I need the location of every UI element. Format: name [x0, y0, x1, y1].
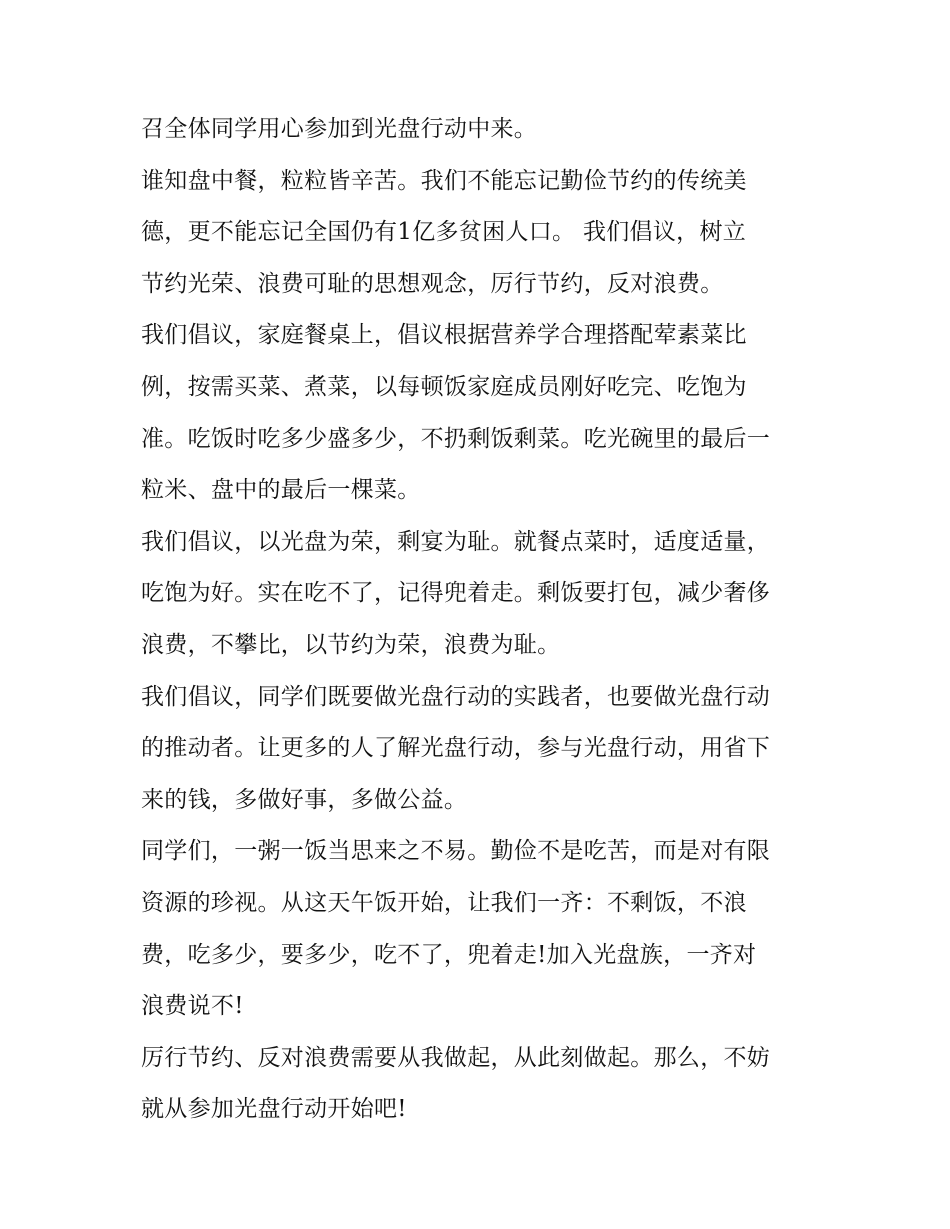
- document-body: [141, 104, 813, 1136]
- text-line: 浪费，不攀比，以节约为荣，浪费为耻。: [141, 631, 561, 658]
- text-line: 厉行节约、反对浪费需要从我做起，从此刻做起。那么，不妨: [141, 1044, 771, 1071]
- text-line: 的推动者。让更多的人了解光盘行动，参与光盘行动，用省下: [141, 735, 771, 762]
- paragraph-2: [141, 156, 813, 311]
- text-line: 召全体同学用心参加到光盘行动中来。: [141, 116, 538, 142]
- text-line: 德，更不能忘记全国仍有1亿多贫困人口。 我们倡议，树立: [141, 219, 747, 246]
- text-line: 我们倡议，以光盘为荣，剩宴为耻。就餐点菜时，适度适量，: [141, 528, 771, 555]
- text-line: 来的钱，多做好事，多做公益。: [141, 786, 468, 813]
- text-line: 节约光荣、浪费可耻的思想观念，厉行节约，反对浪费。: [141, 270, 724, 297]
- paragraph-5: [141, 672, 813, 827]
- paragraph-6: [141, 826, 813, 1032]
- text-line: 我们倡议，家庭餐桌上，倡议根据营养学合理搭配荤素菜比: [141, 322, 747, 349]
- text-line: 准。吃饭时吃多少盛多少，不扔剩饭剩菜。吃光碗里的最后一: [141, 425, 771, 452]
- paragraph-1: [141, 104, 813, 156]
- text-line: 浪费说不!: [141, 993, 244, 1020]
- text-line: 我们倡议，同学们既要做光盘行动的实践者，也要做光盘行动: [141, 683, 771, 710]
- paragraph-4: [141, 517, 813, 672]
- text-line: 资源的珍视。从这天午饭开始，让我们一齐：不剩饭，不浪: [141, 889, 747, 916]
- text-line: 费，吃多少，要多少，吃不了，兜着走!加入光盘族，一齐对: [141, 941, 757, 968]
- text-line: 谁知盘中餐，粒粒皆辛苦。我们不能忘记勤俭节约的传统美: [141, 167, 747, 194]
- text-line: 同学们，一粥一饭当思来之不易。勤俭不是吃苦，而是对有限: [141, 838, 771, 865]
- text-line: 就从参加光盘行动开始吧!: [141, 1096, 407, 1123]
- text-line: 吃饱为好。实在吃不了，记得兜着走。剩饭要打包，减少奢侈: [141, 580, 771, 607]
- text-line: 粒米、盘中的最后一棵菜。: [141, 477, 421, 504]
- paragraph-7: [141, 1033, 813, 1136]
- text-line: 例，按需买菜、煮菜，以每顿饭家庭成员刚好吃完、吃饱为: [141, 373, 747, 400]
- paragraph-3: [141, 310, 813, 516]
